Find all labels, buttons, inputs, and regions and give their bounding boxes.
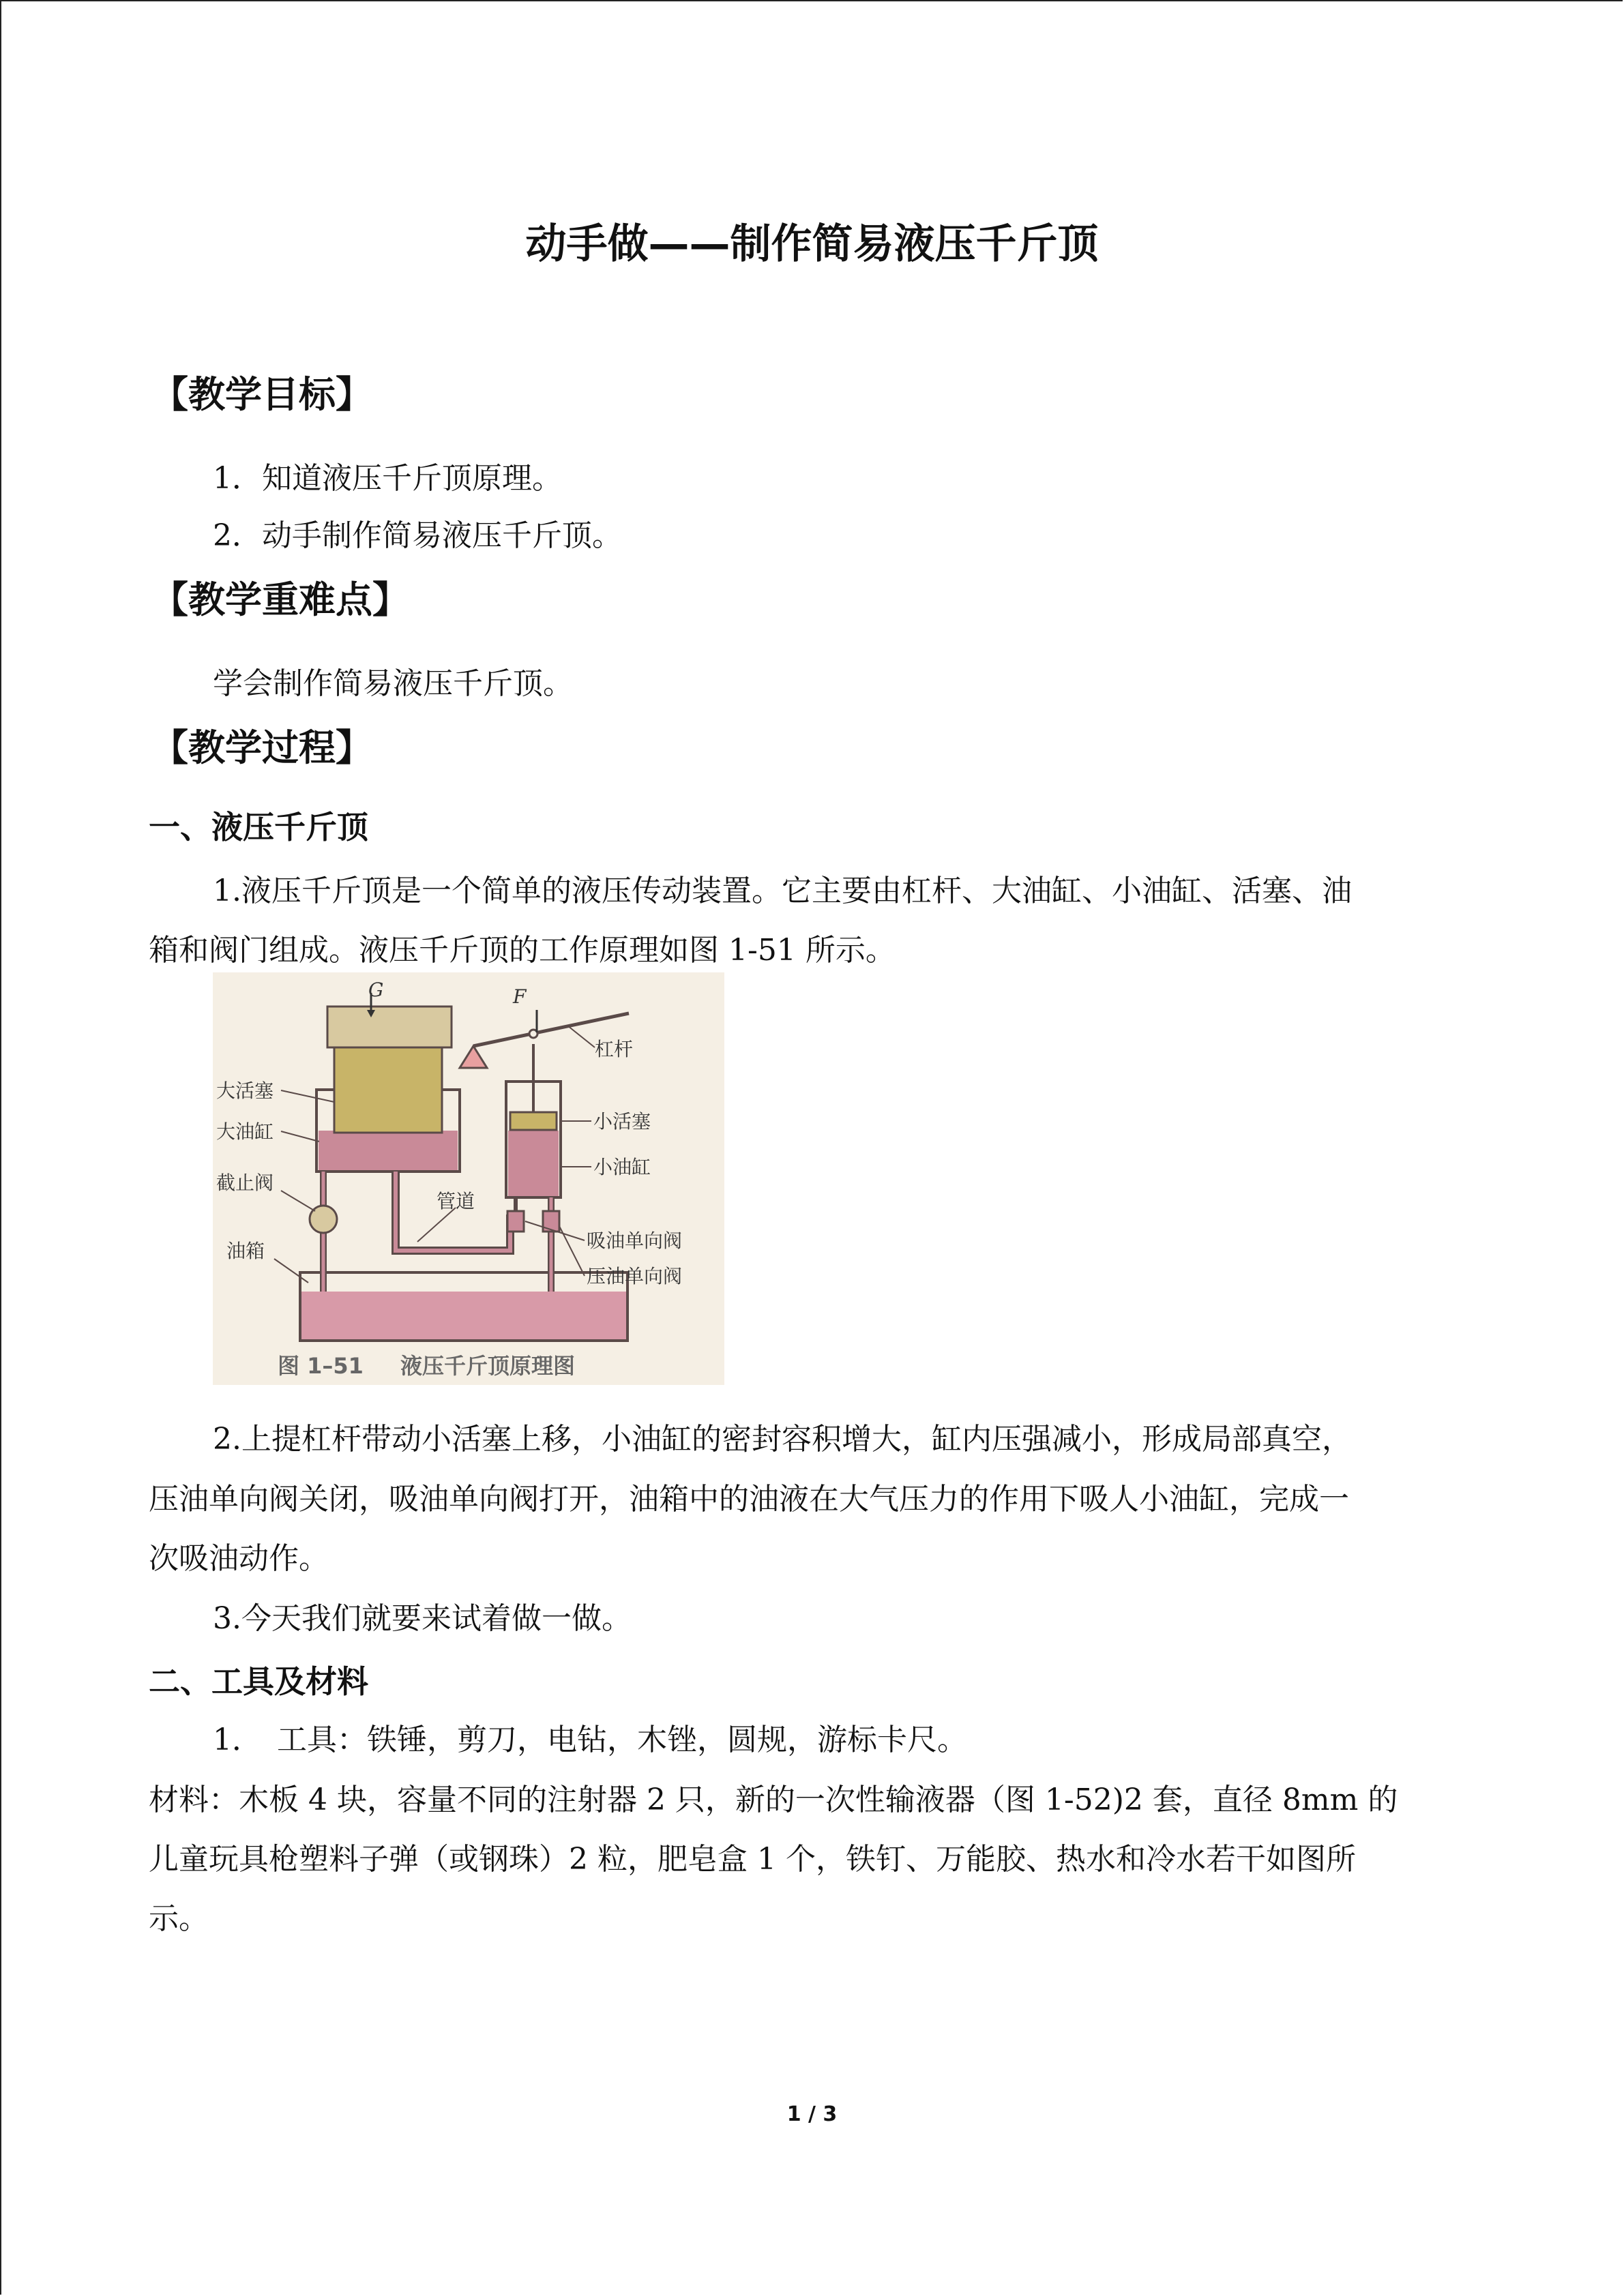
tools-line: 1． 工具：铁锤，剪刀，电钻，木锉，圆规，游标卡尺。 xyxy=(213,1723,967,1757)
label-big-cylinder: 大油缸 xyxy=(216,1120,274,1143)
section-2-heading: 二、工具及材料 xyxy=(149,1663,368,1700)
para3: 3.今天我们就要来试着做一做。 xyxy=(213,1601,632,1636)
load-weight xyxy=(327,1007,452,1047)
goal-item-2: 2．动手制作简易液压千斤顶。 xyxy=(213,518,622,553)
materials-line3: 示。 xyxy=(149,1901,209,1936)
page-title: 动手做——制作简易液压千斤顶 xyxy=(525,220,1099,268)
figure-caption-number: 图 1–51 xyxy=(278,1353,364,1379)
materials-line2: 儿童玩具枪塑料子弹（或钢珠）2 粒，肥皂盒 1 个，铁钉、万能胶、热水和冷水若干如图所 xyxy=(149,1842,1356,1877)
process-heading: 【教学过程】 xyxy=(151,726,372,769)
goal-item-1: 1．知道液压千斤顶原理。 xyxy=(213,461,562,496)
small-piston xyxy=(510,1112,557,1130)
materials-line1: 材料：木板 4 块，容量不同的注射器 2 只，新的一次性输液器（图 1-52)2 套，直径 8mm 的 xyxy=(149,1783,1398,1817)
para1-line1: 1.液压千斤顶是一个简单的液压传动装置。它主要由杠杆、大油缸、小油缸、活塞、油 xyxy=(213,874,1352,908)
para2-line3: 次吸油动作。 xyxy=(149,1541,329,1576)
para2-line1: 2.上提杠杆带动小活塞上移，小油缸的密封容积增大，缸内压强减小，形成局部真空， xyxy=(213,1422,1352,1457)
para1-line2: 箱和阀门组成。液压千斤顶的工作原理如图 1-51 所示。 xyxy=(149,933,896,968)
label-tank: 油箱 xyxy=(226,1240,265,1262)
section-1-heading: 一、液压千斤顶 xyxy=(149,809,368,846)
label-pipe: 管道 xyxy=(437,1190,475,1212)
hydraulic-jack-figure xyxy=(213,972,724,1385)
figure-caption-text: 液压千斤顶原理图 xyxy=(400,1353,576,1379)
label-suction-valve: 吸油单向阀 xyxy=(587,1229,683,1252)
label-stop-valve: 截止阀 xyxy=(216,1172,274,1194)
label-big-piston: 大活塞 xyxy=(216,1079,274,1102)
label-small-cylinder: 小油缸 xyxy=(593,1156,651,1178)
key-points-text: 学会制作简易液压千斤顶。 xyxy=(213,666,573,701)
key-points-heading: 【教学重难点】 xyxy=(151,578,409,621)
tank-oil xyxy=(301,1292,626,1339)
goals-heading: 【教学目标】 xyxy=(151,373,372,416)
label-pressure-valve: 压油单向阀 xyxy=(587,1265,683,1287)
suction-valve xyxy=(507,1211,524,1232)
label-f: F xyxy=(513,985,527,1008)
big-piston xyxy=(334,1047,442,1133)
label-lever: 杠杆 xyxy=(595,1038,634,1060)
small-cylinder-oil xyxy=(508,1131,559,1196)
para2-line2: 压油单向阀关闭，吸油单向阀打开，油箱中的油液在大气压力的作用下吸人小油缸，完成一 xyxy=(149,1482,1349,1517)
hydraulic-jack-diagram xyxy=(213,972,724,1385)
label-small-piston: 小活塞 xyxy=(593,1110,651,1133)
page-number: 1 / 3 xyxy=(786,2102,838,2126)
big-cylinder-oil xyxy=(319,1131,458,1170)
label-g: G xyxy=(368,979,384,1001)
